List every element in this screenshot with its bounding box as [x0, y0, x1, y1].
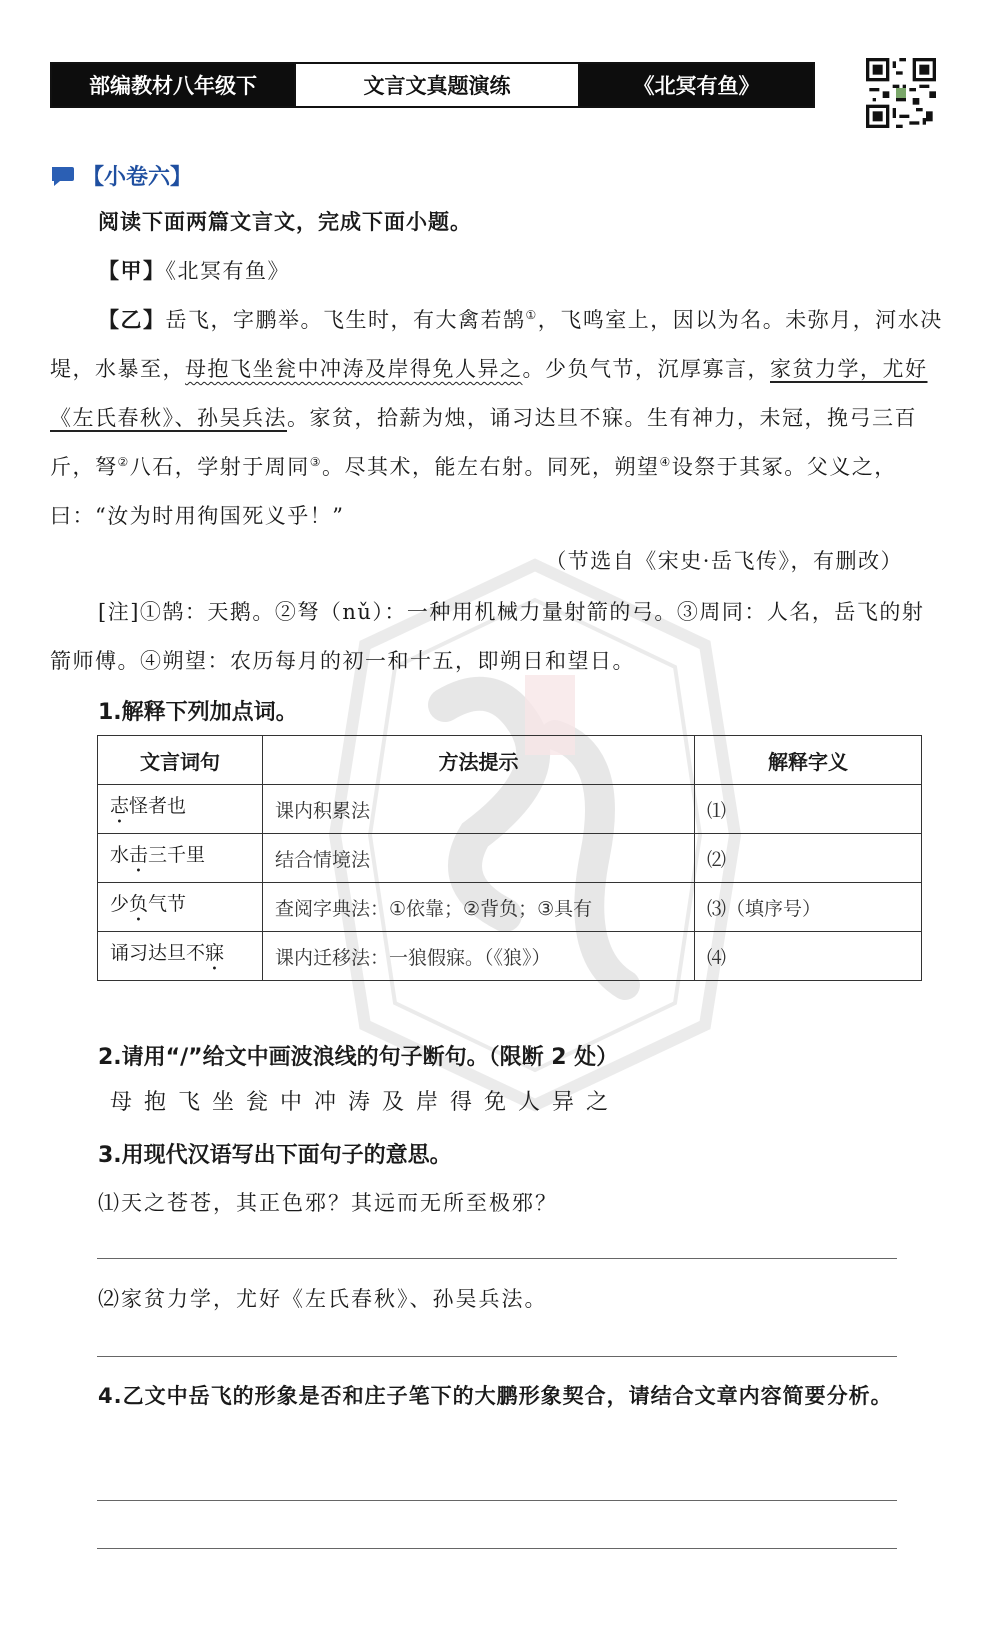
section-label: [50, 160, 192, 191]
question-1-title: 1.解释下列加点词。: [98, 700, 298, 725]
phrase-rest: 怪者也: [129, 794, 187, 817]
dotted-word: 击: [129, 843, 149, 866]
dotted-word: 负: [129, 892, 149, 915]
table-row: [98, 883, 922, 932]
yi-marker: 【乙】: [98, 308, 166, 332]
passage-jia: [98, 247, 983, 296]
phrase-cell: [98, 785, 263, 834]
phrase-pre: 诵习达旦不: [110, 941, 206, 964]
col-header: 文言词句: [98, 736, 263, 785]
phrase-pre: 水: [110, 843, 130, 866]
phrase-cell: [98, 834, 263, 883]
question-3-sentence-1: ⑴天之苍苍，其正色邪？其远而无所至极邪？: [98, 1191, 558, 1215]
answer-cell[interactable]: ⑴: [695, 785, 922, 834]
yi-text: 。尽其术，能左右射。同死，朔望: [322, 455, 660, 479]
note-ref: ④: [659, 455, 672, 469]
method-cell: 结合情境法: [263, 834, 695, 883]
dotted-word: 寐: [205, 941, 225, 964]
passage-source: （节选自《宋史·岳飞传》，有删改）: [545, 549, 903, 573]
answer-cell[interactable]: ⑷: [695, 932, 922, 981]
yi-text: 岳飞，字鹏举。飞生时，有大禽若鹄: [165, 308, 526, 332]
yi-text: 设祭于其冢。父义之，曰：“汝为时用徇国死义乎！”: [50, 455, 897, 528]
table-row: [98, 932, 922, 981]
wavy-underlined-sentence: 母抱飞坐瓮中冲涛及岸得免人异之: [185, 357, 523, 381]
section-label-text: 【小卷六】: [82, 165, 193, 190]
yi-text: 。少负气节，沉厚寡言，: [522, 357, 770, 381]
table-row: [98, 834, 922, 883]
jia-title: 《北冥有鱼》: [165, 259, 290, 283]
vocab-table: [97, 735, 922, 981]
intro-instruction: 阅读下面两篇文言文，完成下面小题。: [98, 210, 472, 234]
question-3-title: 3.用现代汉语写出下面句子的意思。: [98, 1143, 452, 1168]
header-bar: [50, 62, 815, 108]
note-ref: ③: [309, 455, 323, 469]
question-3-sentence-2: ⑵家贫力学，尤好《左氏春秋》、孙吴兵法。: [98, 1287, 548, 1311]
answer-cell[interactable]: ⑵: [695, 834, 922, 883]
sentence-to-punctuate[interactable]: 母抱飞坐瓮中冲涛及岸得免人异之: [110, 1090, 621, 1115]
yi-text: 。家贫，拾薪为烛，诵习达旦不寐。生有神力，未冠，挽弓三百斤，弩: [50, 406, 917, 479]
yi-text: ，飞鸣室上，因以为名。未弥月，河水决堤，水暴至，: [50, 308, 943, 381]
phrase-cell: [98, 932, 263, 981]
method-cell: 查阅字典法：①依靠；②背负；③具有: [263, 883, 695, 932]
qr-code-icon[interactable]: [866, 58, 936, 128]
answer-line[interactable]: [97, 1258, 897, 1259]
jia-marker: 【甲】: [98, 259, 166, 283]
phrase-rest: 三千里: [148, 843, 206, 866]
phrase-pre: 少: [110, 892, 130, 915]
passage-yi: [50, 296, 945, 541]
header-type: 文言文真题演练: [294, 64, 580, 106]
answer-line[interactable]: [97, 1356, 897, 1357]
underlined-sentence: 家贫力学，尤好《左氏春秋》、孙吴兵法: [50, 357, 928, 430]
phrase-cell: [98, 883, 263, 932]
note-ref: ①: [525, 308, 538, 322]
col-header: 解释字义: [695, 736, 922, 785]
answer-line[interactable]: [97, 1548, 897, 1549]
header-grade: 部编教材八年级下: [52, 64, 294, 106]
question-4-title: 4.乙文中岳飞的形象是否和庄子笔下的大鹏形象契合，请结合文章内容简要分析。: [98, 1384, 893, 1408]
question-2-title: 2.请用“/”给文中画波浪线的句子断句。（限断 2 处）: [98, 1045, 619, 1070]
phrase-rest: 气节: [148, 892, 187, 915]
header-title: 《北冥有鱼》: [580, 64, 813, 106]
table-row: [98, 785, 922, 834]
col-header: 方法提示: [263, 736, 695, 785]
answer-line[interactable]: [97, 1500, 897, 1501]
annotation-notes: [注]①鹄：天鹅。②弩（nǔ）：一种用机械力量射箭的弓。③周同：人名，岳飞的射箭师傅。④朔望：农历每月的初一和十五，即朔日和望日。: [50, 600, 925, 673]
note-ref: ②: [117, 455, 130, 469]
dotted-word: 志: [110, 794, 130, 817]
yi-text: 八石，学射于周同: [129, 455, 310, 479]
method-cell: 课内迁移法：一狼假寐。（《狼》）: [263, 932, 695, 981]
method-cell: 课内积累法: [263, 785, 695, 834]
answer-cell[interactable]: ⑶（填序号）: [695, 883, 922, 932]
table-header-row: [98, 736, 922, 785]
flag-icon: [50, 165, 76, 187]
